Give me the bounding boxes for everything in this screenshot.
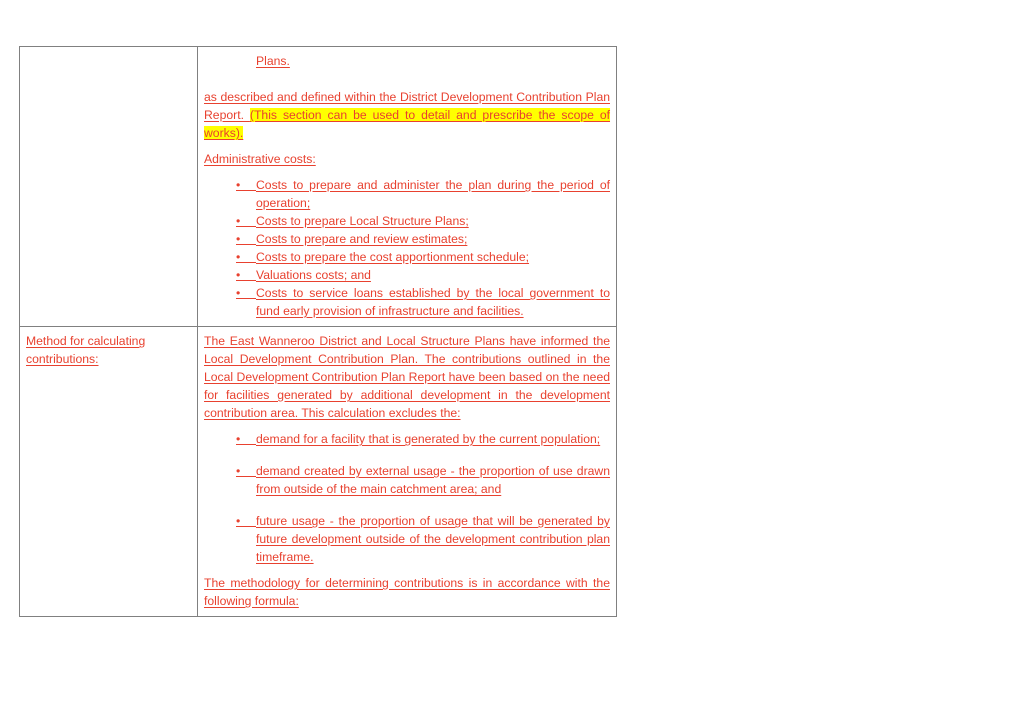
- bullet-underline: [236, 190, 256, 191]
- scope-text-plain: as described and defined within the District Development Contribution Plan Report.: [204, 90, 610, 122]
- list-item: [204, 512, 610, 566]
- bullet-underline: [236, 244, 256, 245]
- bullet-underline: [236, 226, 256, 227]
- bullet-underline: [236, 444, 256, 445]
- list-item: [204, 230, 610, 248]
- paragraph-spacer: [204, 142, 610, 150]
- list-item-text: future usage - the proportion of usage that will be generated by future development outside of the development contribution plan timeframe.: [256, 514, 610, 564]
- content-table: [19, 46, 617, 617]
- row-label-cell-empty: [20, 47, 198, 327]
- table-row: [20, 327, 617, 617]
- row-label-cell-method: [20, 327, 198, 617]
- row-body-cell: [198, 47, 617, 327]
- list-spacer: [204, 422, 610, 430]
- paragraph-spacer: [204, 70, 610, 88]
- admin-costs-list: [204, 176, 610, 320]
- list-item: [204, 248, 610, 266]
- scope-text-highlighted: (This section can be used to detail and prescribe the scope of works).: [204, 108, 611, 140]
- bullet-underline: [236, 280, 256, 281]
- list-item: [204, 430, 610, 448]
- bullet-underline: [236, 262, 256, 263]
- scope-paragraph: [204, 88, 610, 142]
- list-item-text: Costs to service loans established by the local government to fund early provision of infrastructure and facilities.: [256, 286, 610, 318]
- table-row: [20, 47, 617, 327]
- bullet-underline: [236, 476, 256, 477]
- list-item: [204, 284, 610, 320]
- bullet-underline: [236, 526, 256, 527]
- list-item-text: Costs to prepare Local Structure Plans;: [256, 214, 469, 228]
- list-item-text: Costs to prepare and administer the plan during the period of operation;: [256, 178, 610, 210]
- row-label-text: Method for calculating contributions:: [26, 334, 146, 366]
- list-item: [204, 462, 610, 498]
- method-closing-paragraph: The methodology for determining contributions is in accordance with the following formula:: [204, 576, 610, 608]
- paragraph-spacer: [204, 566, 610, 574]
- list-item: [204, 212, 610, 230]
- list-item: [204, 176, 610, 212]
- list-item-text: demand for a facility that is generated by the current population;: [256, 432, 601, 446]
- continuation-line: Plans.: [256, 54, 290, 68]
- list-item-text: Valuations costs; and: [256, 268, 371, 282]
- list-item-text: demand created by external usage - the proportion of use drawn from outside of the main catchment area; and: [256, 464, 610, 496]
- exclusions-list: [204, 430, 610, 566]
- row-body-cell: [198, 327, 617, 617]
- list-item: [204, 266, 610, 284]
- bullet-underline: [236, 298, 256, 299]
- list-item-text: Costs to prepare and review estimates;: [256, 232, 468, 246]
- list-spacer: [204, 168, 610, 176]
- list-item-text: Costs to prepare the cost apportionment schedule;: [256, 250, 530, 264]
- admin-costs-heading: Administrative costs:: [204, 152, 316, 166]
- method-intro-paragraph: The East Wanneroo District and Local Structure Plans have informed the Local Development Contribution Plan. The contributions outlined in the Local Development Contribution Plan Report have been based on the need for facilities generated by additional development in the development contribution area. This calculation excludes the:: [204, 334, 610, 420]
